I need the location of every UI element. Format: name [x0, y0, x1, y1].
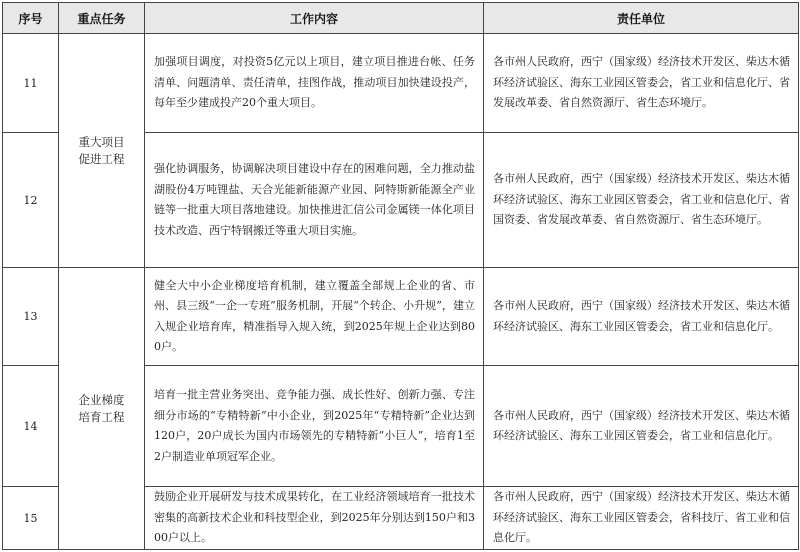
category-cell	[59, 34, 145, 268]
row-units: 各市州人民政府，西宁（国家级）经济技术开发区、柴达木循环经济试验区、海东工业园区管委会，省工业和信息化厅。	[484, 366, 799, 487]
header-units: 责任单位	[484, 3, 799, 34]
row-content: 培育一批主营业务突出、竞争能力强、成长性好、创新力强、专注细分市场的“专精特新”中小企业，到2025年“专精特新”企业达到120户，20户成长为国内市场领先的专精特新“小巨人”，培育1至2户制造业单项冠军企业。	[145, 366, 484, 487]
row-seq: 12	[3, 133, 59, 268]
row-content: 鼓励企业开展研发与技术成果转化，在工业经济领域培育一批技术密集的高新技术企业和科技型企业，到2025年分别达到150户和300户以上。	[145, 487, 484, 550]
category-line: 培育工程	[78, 409, 125, 424]
row-units: 各市州人民政府，西宁（国家级）经济技术开发区、柴达木循环经济试验区、海东工业园区管委会，省工业和信息化厅、省发展改革委、省自然资源厅、省生态环境厅。	[484, 34, 799, 133]
task-table	[2, 2, 799, 550]
table-header-row	[3, 3, 799, 34]
row-seq: 15	[3, 487, 59, 550]
category-line: 重大项目	[78, 134, 125, 149]
row-units: 各市州人民政府，西宁（国家级）经济技术开发区、柴达木循环经济试验区、海东工业园区管委会，省工业和信息化厅。	[484, 268, 799, 366]
table-row	[3, 34, 799, 133]
row-seq: 11	[3, 34, 59, 133]
header-content: 工作内容	[145, 3, 484, 34]
row-content: 强化协调服务，协调解决项目建设中存在的困难问题，全力推动盐湖股份4万吨锂盐、天合光能新能源产业园、阿特斯新能源全产业链等一批重大项目落地建设。加快推进汇信公司金属镁一体化项目技术改造、西宁特钢搬迁等重大项目实施。	[145, 133, 484, 268]
table-row	[3, 268, 799, 366]
row-units: 各市州人民政府，西宁（国家级）经济技术开发区、柴达木循环经济试验区、海东工业园区管委会，省工业和信息化厅、省国资委、省发展改革委、省自然资源厅、省生态环境厅。	[484, 133, 799, 268]
row-content: 健全大中小企业梯度培育机制，建立覆盖全部规上企业的省、市州、县三级“一企一专班”服务机制，开展“个转企、小升规”，建立入规企业培育库，精准指导入规入统，到2025年规上企业达到800户。	[145, 268, 484, 366]
category-line: 促进工程	[78, 151, 125, 166]
header-task: 重点任务	[59, 3, 145, 34]
category-cell	[59, 268, 145, 550]
row-content: 加强项目调度，对投资5亿元以上项目，建立项目推进台帐、任务清单、问题清单、责任清单，挂图作战，推动项目加快建设投产，每年至少建成投产20个重大项目。	[145, 34, 484, 133]
row-units: 各市州人民政府，西宁（国家级）经济技术开发区、柴达木循环经济试验区、海东工业园区管委会，省科技厅、省工业和信息化厅。	[484, 487, 799, 550]
row-seq: 13	[3, 268, 59, 366]
header-seq: 序号	[3, 3, 59, 34]
category-line: 企业梯度	[78, 392, 125, 407]
row-seq: 14	[3, 366, 59, 487]
